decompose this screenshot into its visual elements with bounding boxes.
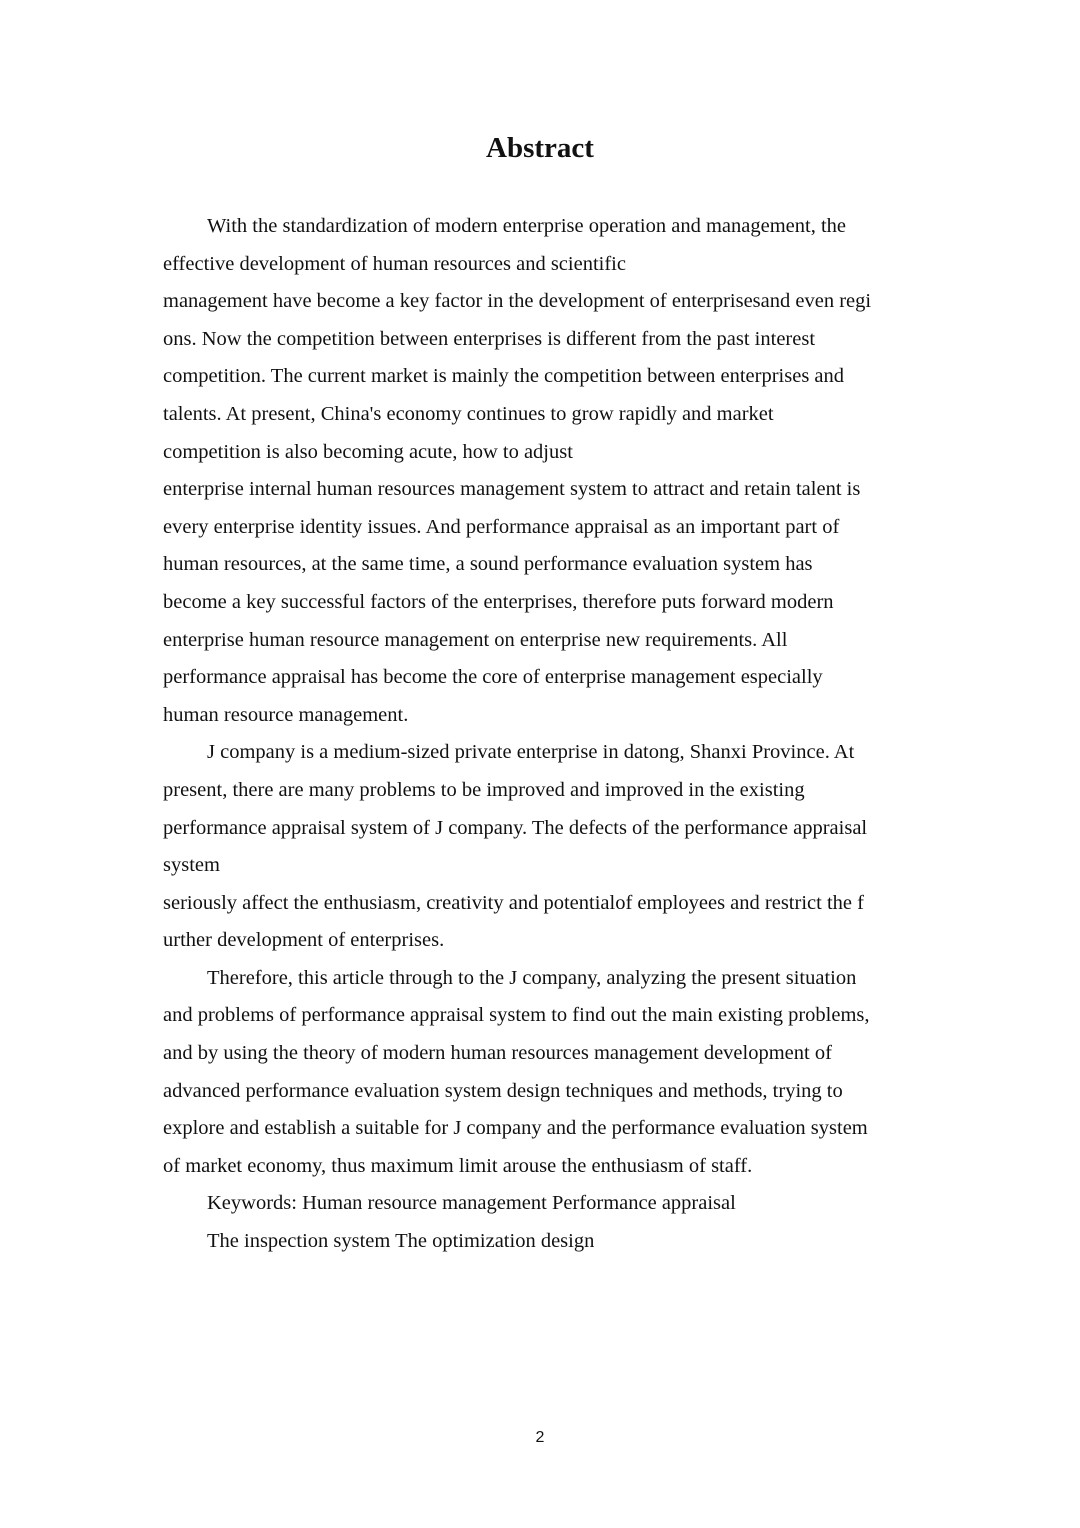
page-title: Abstract bbox=[486, 132, 594, 164]
abstract-line: enterprise internal human resources management system to attract and retain talent is bbox=[163, 478, 861, 501]
abstract-line: urther development of enterprises. bbox=[163, 929, 445, 952]
keywords-line: Keywords: Human resource management Performance appraisal bbox=[207, 1192, 736, 1215]
abstract-line: performance appraisal has become the core of enterprise management especially bbox=[163, 666, 823, 689]
abstract-line: every enterprise identity issues. And performance appraisal as an important part of bbox=[163, 515, 840, 538]
abstract-line: seriously affect the enthusiasm, creativity and potentialof employees and restrict the f bbox=[163, 891, 864, 914]
abstract-line: enterprise human resource management on enterprise new requirements. All bbox=[163, 628, 788, 651]
abstract-line: competition is also becoming acute, how to adjust bbox=[163, 440, 573, 463]
abstract-line: and by using the theory of modern human resources management development of bbox=[163, 1042, 832, 1065]
abstract-line: J company is a medium-sized private enterprise in datong, Shanxi Province. At bbox=[207, 741, 855, 764]
abstract-line: of market economy, thus maximum limit arouse the enthusiasm of staff. bbox=[163, 1154, 753, 1177]
abstract-line: performance appraisal system of J company. The defects of the performance appraisal bbox=[163, 816, 868, 839]
abstract-line: effective development of human resources and scientific bbox=[163, 252, 626, 275]
abstract-line: advanced performance evaluation system design techniques and methods, trying to bbox=[163, 1079, 843, 1102]
abstract-line: present, there are many problems to be improved and improved in the existing bbox=[163, 778, 805, 801]
abstract-line: system bbox=[163, 854, 220, 877]
abstract-line: competition. The current market is mainly the competition between enterprises and bbox=[163, 365, 845, 388]
page-number: 2 bbox=[535, 1429, 545, 1446]
abstract-line: Therefore, this article through to the J company, analyzing the present situation bbox=[207, 966, 857, 989]
abstract-line: ons. Now the competition between enterprises is different from the past interest bbox=[163, 327, 816, 350]
abstract-line: human resource management. bbox=[163, 703, 409, 726]
abstract-line: human resources, at the same time, a sound performance evaluation system has bbox=[163, 553, 813, 576]
abstract-line: become a key successful factors of the enterprises, therefore puts forward modern bbox=[163, 590, 834, 613]
abstract-body bbox=[163, 208, 933, 1261]
abstract-line: talents. At present, China's economy continues to grow rapidly and market bbox=[163, 402, 774, 425]
abstract-line: With the standardization of modern enterprise operation and management, the bbox=[207, 215, 847, 237]
abstract-line: management have become a key factor in the development of enterprisesand even regi bbox=[163, 290, 872, 313]
abstract-line: explore and establish a suitable for J company and the performance evaluation system bbox=[163, 1117, 868, 1140]
keywords-line: The inspection system The optimization design bbox=[207, 1230, 595, 1253]
abstract-line: and problems of performance appraisal system to find out the main existing problems, bbox=[163, 1004, 870, 1027]
